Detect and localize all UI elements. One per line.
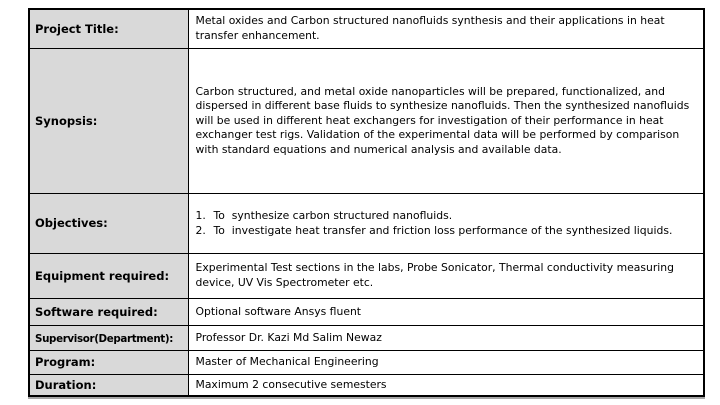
software-required-label: Software required:: [29, 299, 188, 326]
supervisor-label-text: Supervisor(Department):: [35, 332, 173, 345]
objective-number: 2.: [195, 223, 206, 237]
program-label: Program:: [29, 351, 188, 375]
program-value: Master of Mechanical Engineering: [188, 351, 704, 375]
table-row-supervisor: [29, 326, 704, 351]
table-row-project-title: [29, 9, 704, 49]
objectives-value: [188, 194, 704, 254]
table-row-software-required: [29, 299, 704, 326]
objectives-label: Objectives:: [29, 194, 188, 254]
table-row-objectives: [29, 194, 704, 254]
objective-text: To investigate heat transfer and friction loss performance of the synthesized liquids.: [213, 223, 673, 237]
duration-value: Maximum 2 consecutive semesters: [188, 375, 704, 397]
duration-label: Duration:: [29, 375, 188, 397]
table-row-duration: [29, 375, 704, 397]
objective-text: To synthesize carbon structured nanofluids.: [213, 208, 453, 222]
project-details-table: [28, 8, 705, 397]
project-title-label: Project Title:: [29, 9, 188, 49]
table-row-program: [29, 351, 704, 375]
supervisor-label: [29, 326, 188, 351]
table-row-equipment-required: [29, 254, 704, 299]
supervisor-value: Professor Dr. Kazi Md Salim Newaz: [188, 326, 704, 351]
objective-item-1: [196, 209, 696, 224]
objective-item-2: [196, 224, 696, 239]
project-title-value: Metal oxides and Carbon structured nanofluids synthesis and their applications in heat transfer enhancement.: [188, 9, 704, 49]
table-row-synopsis: [29, 49, 704, 194]
objective-number: 1.: [195, 208, 206, 222]
synopsis-value: Carbon structured, and metal oxide nanoparticles will be prepared, functionalized, and dispersed in different base fluids to synthesize nanofluids. Then the synthesized nanofluids will be used in different heat exchangers for investigation of their performance in heat exchanger test rigs. Validation of the experimental data will be performed by comparison with standard equations and numerical analysis and available data.: [188, 49, 704, 194]
software-required-value: Optional software Ansys fluent: [188, 299, 704, 326]
equipment-required-label: Equipment required:: [29, 254, 188, 299]
equipment-required-value: Experimental Test sections in the labs, Probe Sonicator, Thermal conductivity measuring device, UV Vis Spectrometer etc.: [188, 254, 704, 299]
synopsis-label: Synopsis:: [29, 49, 188, 194]
